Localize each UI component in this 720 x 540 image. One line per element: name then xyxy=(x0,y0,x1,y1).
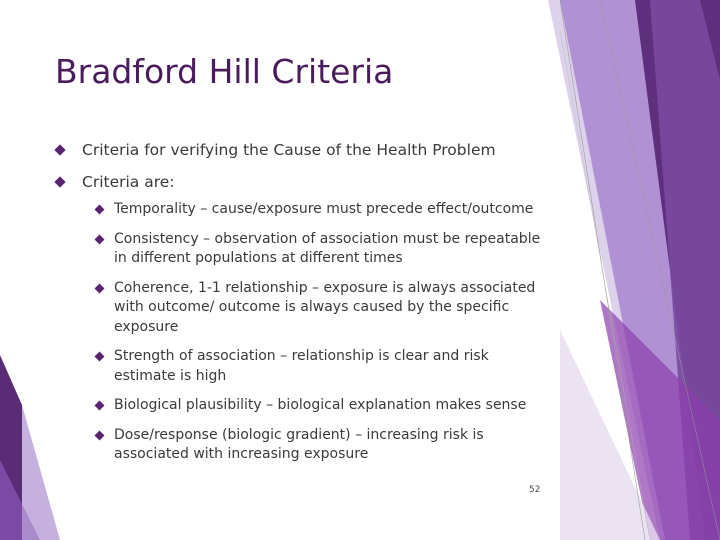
sub-bullet-text: Temporality – cause/exposure must precede effect/outcome xyxy=(114,201,534,217)
diamond-bullet-icon xyxy=(95,283,105,293)
sub-bullet-item xyxy=(50,230,550,269)
diamond-bullet-icon xyxy=(95,352,105,362)
page-number: 52 xyxy=(529,485,541,495)
bullet-list xyxy=(50,140,550,475)
diamond-bullet-icon xyxy=(54,144,65,155)
sub-bullet-item xyxy=(50,200,550,220)
diamond-bullet-icon xyxy=(95,430,105,440)
diamond-bullet-icon xyxy=(54,176,65,187)
sub-bullet-item xyxy=(50,347,550,386)
sub-bullet-item xyxy=(50,426,550,465)
bullet-item xyxy=(50,140,550,160)
diamond-bullet-icon xyxy=(95,401,105,411)
sub-bullet-text: Dose/response (biologic gradient) – increasing risk is associated with increasing exposure xyxy=(114,426,484,462)
sub-bullet-text: Strength of association – relationship is clear and risk estimate is high xyxy=(114,348,489,384)
sub-bullet-text: Biological plausibility – biological explanation makes sense xyxy=(114,397,527,413)
sub-bullet-item xyxy=(50,279,550,338)
sub-bullet-group xyxy=(50,200,550,465)
sub-bullet-text: Consistency – observation of association must be repeatable in different populations at different times xyxy=(114,230,541,266)
slide-title: Bradford Hill Criteria xyxy=(55,52,394,91)
bullet-text: Criteria for verifying the Cause of the Health Problem xyxy=(82,141,496,159)
sub-bullet-item xyxy=(50,396,550,416)
sub-bullet-list xyxy=(50,200,550,465)
diamond-bullet-icon xyxy=(95,234,105,244)
diamond-bullet-icon xyxy=(95,205,105,215)
bullet-text: Criteria are: xyxy=(82,173,175,191)
sub-bullet-text: Coherence, 1-1 relationship – exposure is always associated with outcome/ outcome is always caused by the specific exposure xyxy=(114,279,536,335)
bullet-item xyxy=(50,172,550,192)
